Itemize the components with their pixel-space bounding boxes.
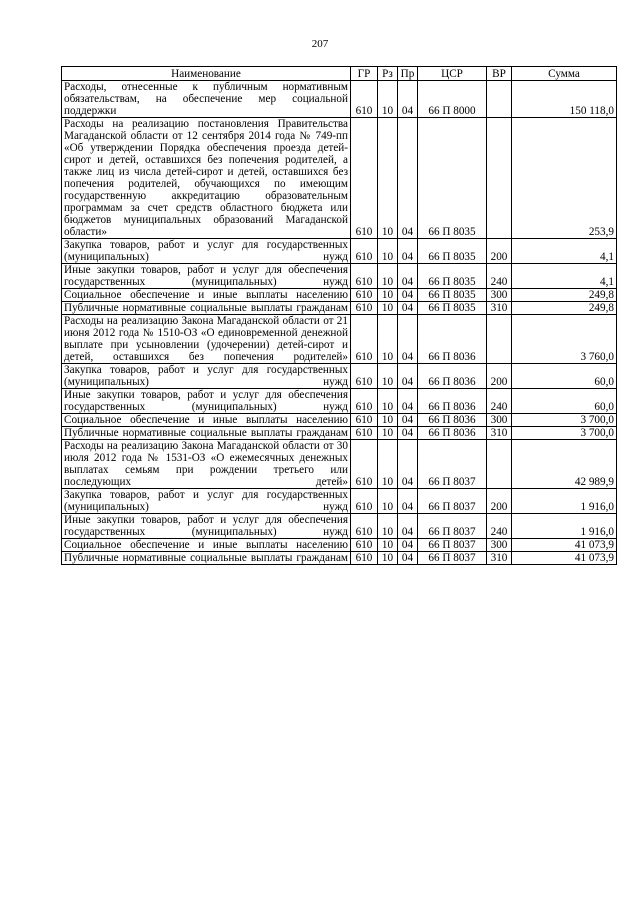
- cell-gr: 610: [351, 539, 378, 552]
- cell-csr: 66 П 8000: [418, 81, 487, 118]
- cell-sum: 4,1: [512, 264, 617, 289]
- cell-rz: 10: [378, 289, 398, 302]
- cell-sum: 41 073,9: [512, 539, 617, 552]
- cell-rz: 10: [378, 552, 398, 565]
- cell-csr: 66 П 8036: [418, 427, 487, 440]
- cell-pr: 04: [398, 302, 418, 315]
- cell-vr: 240: [487, 264, 512, 289]
- table-row: [62, 118, 617, 239]
- cell-gr: 610: [351, 118, 378, 239]
- cell-gr: 610: [351, 289, 378, 302]
- table-row: [62, 364, 617, 389]
- cell-gr: 610: [351, 427, 378, 440]
- cell-pr: 04: [398, 427, 418, 440]
- header-gr: ГР: [351, 67, 378, 81]
- table-row: [62, 315, 617, 364]
- cell-rz: 10: [378, 264, 398, 289]
- cell-name: Публичные нормативные социальные выплаты гражданам: [62, 302, 351, 315]
- cell-gr: 610: [351, 514, 378, 539]
- cell-sum: 3 700,0: [512, 414, 617, 427]
- cell-pr: 04: [398, 239, 418, 264]
- cell-gr: 610: [351, 302, 378, 315]
- table-row: [62, 414, 617, 427]
- cell-vr: [487, 440, 512, 489]
- cell-sum: 3 760,0: [512, 315, 617, 364]
- cell-name: Расходы на реализацию Закона Магаданской области от 21 июня 2012 года № 1510-ОЗ «О единовременной денежной выплате при усыновлении (удочерении) детей-сирот и детей, оставшихся без попечения родителей»: [62, 315, 351, 364]
- table-header-row: [62, 67, 617, 81]
- cell-vr: [487, 315, 512, 364]
- cell-rz: 10: [378, 81, 398, 118]
- cell-csr: 66 П 8035: [418, 239, 487, 264]
- cell-vr: 310: [487, 427, 512, 440]
- cell-sum: 1 916,0: [512, 489, 617, 514]
- cell-pr: 04: [398, 118, 418, 239]
- cell-gr: 610: [351, 315, 378, 364]
- header-csr: ЦСР: [418, 67, 487, 81]
- table-row: [62, 239, 617, 264]
- cell-pr: 04: [398, 514, 418, 539]
- cell-gr: 610: [351, 81, 378, 118]
- cell-vr: 300: [487, 539, 512, 552]
- header-pr: Пр: [398, 67, 418, 81]
- cell-vr: 200: [487, 489, 512, 514]
- cell-vr: 300: [487, 289, 512, 302]
- cell-name: Социальное обеспечение и иные выплаты населению: [62, 414, 351, 427]
- cell-sum: 150 118,0: [512, 81, 617, 118]
- cell-sum: 253,9: [512, 118, 617, 239]
- header-sum: Сумма: [512, 67, 617, 81]
- cell-rz: 10: [378, 489, 398, 514]
- cell-gr: 610: [351, 239, 378, 264]
- table-row: [62, 302, 617, 315]
- cell-pr: 04: [398, 389, 418, 414]
- cell-pr: 04: [398, 81, 418, 118]
- cell-pr: 04: [398, 364, 418, 389]
- cell-rz: 10: [378, 364, 398, 389]
- cell-rz: 10: [378, 118, 398, 239]
- cell-name: Закупка товаров, работ и услуг для государственных (муниципальных) нужд: [62, 239, 351, 264]
- header-rz: Рз: [378, 67, 398, 81]
- cell-vr: [487, 81, 512, 118]
- cell-pr: 04: [398, 539, 418, 552]
- budget-table: [61, 66, 617, 565]
- header-name: Наименование: [62, 67, 351, 81]
- table-row: [62, 81, 617, 118]
- cell-gr: 610: [351, 364, 378, 389]
- cell-name: Социальное обеспечение и иные выплаты населению: [62, 539, 351, 552]
- cell-gr: 610: [351, 489, 378, 514]
- cell-rz: 10: [378, 239, 398, 264]
- cell-csr: 66 П 8035: [418, 289, 487, 302]
- cell-rz: 10: [378, 302, 398, 315]
- cell-rz: 10: [378, 514, 398, 539]
- cell-csr: 66 П 8035: [418, 302, 487, 315]
- cell-rz: 10: [378, 414, 398, 427]
- cell-csr: 66 П 8037: [418, 489, 487, 514]
- cell-vr: 240: [487, 389, 512, 414]
- header-vr: ВР: [487, 67, 512, 81]
- cell-gr: 610: [351, 552, 378, 565]
- cell-vr: 310: [487, 302, 512, 315]
- table-row: [62, 539, 617, 552]
- cell-sum: 60,0: [512, 364, 617, 389]
- table-row: [62, 389, 617, 414]
- cell-pr: 04: [398, 552, 418, 565]
- cell-csr: 66 П 8036: [418, 389, 487, 414]
- cell-pr: 04: [398, 489, 418, 514]
- cell-name: Иные закупки товаров, работ и услуг для обеспечения государственных (муниципальных) нужд: [62, 389, 351, 414]
- cell-sum: 3 700,0: [512, 427, 617, 440]
- cell-gr: 610: [351, 440, 378, 489]
- cell-vr: 200: [487, 364, 512, 389]
- cell-rz: 10: [378, 389, 398, 414]
- cell-sum: 249,8: [512, 302, 617, 315]
- cell-name: Закупка товаров, работ и услуг для государственных (муниципальных) нужд: [62, 364, 351, 389]
- cell-sum: 41 073,9: [512, 552, 617, 565]
- cell-gr: 610: [351, 389, 378, 414]
- table-row: [62, 514, 617, 539]
- cell-name: Иные закупки товаров, работ и услуг для обеспечения государственных (муниципальных) нужд: [62, 264, 351, 289]
- cell-rz: 10: [378, 427, 398, 440]
- cell-rz: 10: [378, 315, 398, 364]
- cell-sum: 60,0: [512, 389, 617, 414]
- cell-gr: 610: [351, 414, 378, 427]
- cell-csr: 66 П 8036: [418, 315, 487, 364]
- cell-csr: 66 П 8037: [418, 514, 487, 539]
- table-row: [62, 427, 617, 440]
- cell-name: Публичные нормативные социальные выплаты гражданам: [62, 552, 351, 565]
- cell-csr: 66 П 8036: [418, 364, 487, 389]
- table-row: [62, 289, 617, 302]
- cell-csr: 66 П 8037: [418, 440, 487, 489]
- cell-vr: 300: [487, 414, 512, 427]
- cell-vr: 310: [487, 552, 512, 565]
- cell-name: Закупка товаров, работ и услуг для государственных (муниципальных) нужд: [62, 489, 351, 514]
- cell-csr: 66 П 8035: [418, 118, 487, 239]
- cell-pr: 04: [398, 264, 418, 289]
- cell-name: Публичные нормативные социальные выплаты гражданам: [62, 427, 351, 440]
- cell-name: Социальное обеспечение и иные выплаты населению: [62, 289, 351, 302]
- table-row: [62, 440, 617, 489]
- cell-csr: 66 П 8036: [418, 414, 487, 427]
- cell-name: Иные закупки товаров, работ и услуг для обеспечения государственных (муниципальных) нужд: [62, 514, 351, 539]
- cell-csr: 66 П 8037: [418, 539, 487, 552]
- cell-sum: 42 989,9: [512, 440, 617, 489]
- cell-sum: 1 916,0: [512, 514, 617, 539]
- cell-sum: 249,8: [512, 289, 617, 302]
- cell-name: Расходы на реализацию постановления Правительства Магаданской области от 12 сентября 2014 года № 749-пп «Об утверждении Порядка обеспечения проезда детей-сирот и детей, оставшихся без попечения родителей, а также лиц из числа детей-сирот и детей, оставшихся без попечения родителей, обучающихся по имеющим государственную аккредитацию образовательным программам за счет средств областного бюджета или бюджетов муниципальных образований Магаданской области»: [62, 118, 351, 239]
- cell-pr: 04: [398, 315, 418, 364]
- cell-csr: 66 П 8035: [418, 264, 487, 289]
- cell-pr: 04: [398, 440, 418, 489]
- cell-vr: 200: [487, 239, 512, 264]
- cell-name: Расходы на реализацию Закона Магаданской области от 30 июля 2012 года № 1531-ОЗ «О ежемесячных денежных выплатах семьям при рождении третьего или последующих детей»: [62, 440, 351, 489]
- cell-gr: 610: [351, 264, 378, 289]
- page-number: 207: [311, 38, 329, 50]
- table-row: [62, 489, 617, 514]
- cell-rz: 10: [378, 440, 398, 489]
- cell-pr: 04: [398, 289, 418, 302]
- cell-csr: 66 П 8037: [418, 552, 487, 565]
- cell-vr: 240: [487, 514, 512, 539]
- cell-pr: 04: [398, 414, 418, 427]
- table-body: [62, 81, 617, 565]
- cell-rz: 10: [378, 539, 398, 552]
- cell-sum: 4,1: [512, 239, 617, 264]
- table-row: [62, 264, 617, 289]
- table-row: [62, 552, 617, 565]
- cell-name: Расходы, отнесенные к публичным нормативным обязательствам, на обеспечение мер социальной поддержки: [62, 81, 351, 118]
- cell-vr: [487, 118, 512, 239]
